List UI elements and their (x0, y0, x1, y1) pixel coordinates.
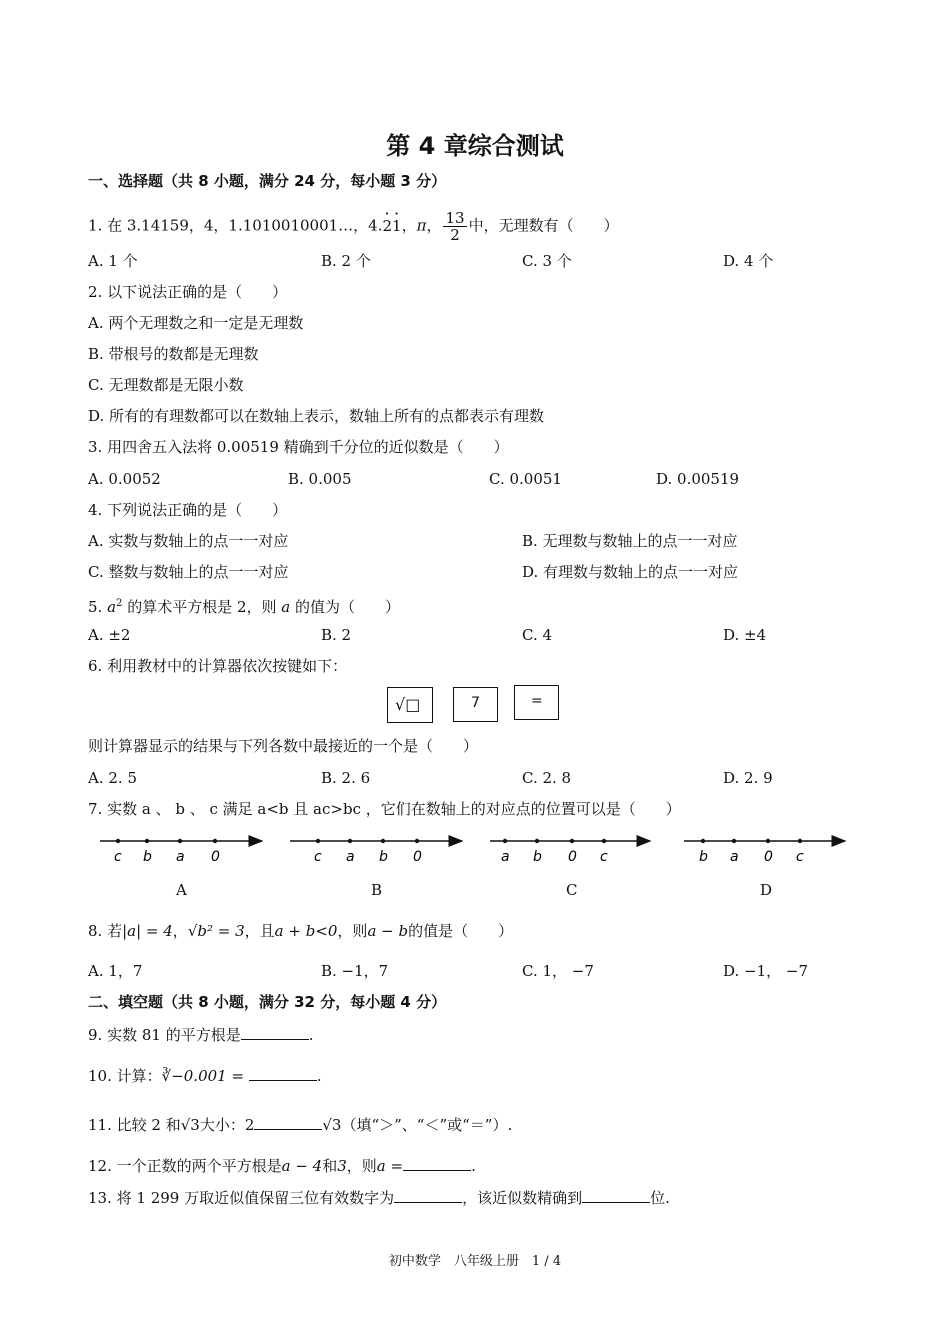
number-line-point-label: b (379, 849, 388, 865)
calculator-sqrt-key: √□ (387, 687, 433, 723)
number-line-point-label: c (796, 849, 804, 865)
number-line-point-label: a (501, 849, 510, 865)
section-heading-fill: 二、填空题（共 8 小题，满分 32 分，每小题 4 分） (88, 993, 447, 1011)
number-line-point (732, 839, 736, 843)
q3-option-d: D. 0.00519 (656, 470, 740, 488)
number-line-point (798, 839, 802, 843)
page-title: 第 4 章综合测试 (386, 132, 564, 160)
q4-option-c: C. 整数与数轴上的点一一对应 (88, 563, 289, 581)
number-line-point-label: b (699, 849, 708, 865)
q6-option-b: B. 2. 6 (321, 769, 371, 787)
calculator-7-key: 7 (453, 687, 498, 722)
q3-option-a: A. 0.0052 (88, 470, 161, 488)
q7-label-b: B (371, 881, 383, 899)
page-footer: 初中数学 八年级上册 1 / 4 (388, 1254, 562, 1269)
q3-option-b: B. 0.005 (288, 470, 352, 488)
q8-option-d: D. −1， −7 (723, 962, 809, 980)
number-line-point (602, 839, 606, 843)
q8-option-a: A. 1，7 (88, 962, 143, 980)
q7-label-c: C (566, 881, 578, 899)
q1-suffix: 中，无理数有（ ） (468, 216, 619, 235)
number-line-point-label: c (600, 849, 608, 865)
q4-option-b: B. 无理数与数轴上的点一一对应 (522, 532, 738, 550)
question-12: 12. 一个正数的两个平方根是a − 4和3，则a = . (88, 1157, 476, 1175)
section-heading-choice: 一、选择题（共 8 小题，满分 24 分，每小题 3 分） (88, 172, 447, 190)
question-6-stem: 6. 利用教材中的计算器依次按键如下： (88, 657, 348, 675)
number-line-point (701, 839, 705, 843)
q6-option-d: D. 2. 9 (723, 769, 773, 787)
q2-option-d: D. 所有的有理数都可以在数轴上表示，数轴上所有的点都表示有理数 (88, 407, 545, 425)
q1-repeating-digit-1: · 2 (382, 217, 392, 235)
q9-answer-blank[interactable] (241, 1025, 309, 1040)
q6-option-a: A. 2. 5 (88, 769, 137, 787)
q6-option-c: C. 2. 8 (522, 769, 572, 787)
q8-root: √b² = 3 (187, 922, 245, 940)
q1-option-c: C. 3 个 (522, 252, 572, 270)
question-4-stem: 4. 下列说法正确的是（ ） (88, 501, 288, 519)
number-line-point (381, 839, 385, 843)
question-8-stem: 8. 若|a| = 4，√b² = 3，且a + b<0，则a − b的值是（ ） (88, 922, 514, 940)
q4-option-a: A. 实数与数轴上的点一一对应 (88, 532, 289, 550)
q8-expr: a − b (367, 922, 409, 940)
q1-prefix: 1. 在 3.14159，4，1.1010010001…，4. (88, 216, 383, 235)
q1-option-a: A. 1 个 (88, 252, 138, 270)
number-line-point-label: 0 (413, 849, 422, 865)
question-1-stem: 1. 在 3.14159，4，1.1010010001…，4.· 2· 1，π， $\frac{13}{2}$ 中，无理数有（ ） (88, 210, 619, 243)
q11-root-1: √3 (180, 1116, 200, 1134)
question-7-stem: 7. 实数 a 、 b 、 c 满足 a<b 且 ac>bc ，它们在数轴上的对应点的位置可以是（ ） (88, 800, 681, 818)
q7-label-a: A (176, 881, 187, 899)
q1-option-d: D. 4 个 (723, 252, 774, 270)
question-13: 13. 将 1 299 万取近似值保留三位有效数字为 ，该近似数精确到 位. (88, 1189, 670, 1207)
q12-answer-blank[interactable] (403, 1156, 471, 1171)
q5-option-c: C. 4 (522, 626, 553, 644)
number-line-point (178, 839, 182, 843)
q7-label-d: D (760, 881, 773, 899)
q2-option-a: A. 两个无理数之和一定是无理数 (88, 314, 304, 332)
number-line-point-label: a (346, 849, 355, 865)
q1-fraction: $\frac{13}{2}$ (445, 209, 465, 244)
number-line-point-label: 0 (568, 849, 577, 865)
number-line-point (348, 839, 352, 843)
q10-answer-blank[interactable] (249, 1066, 317, 1081)
q2-option-c: C. 无理数都是无限小数 (88, 376, 244, 394)
number-line-point-label: 0 (764, 849, 773, 865)
q1-option-b: B. 2 个 (321, 252, 371, 270)
q13-answer-blank-2[interactable] (582, 1188, 650, 1203)
number-line-point (503, 839, 507, 843)
q10-expr: ∛−0.001 = (161, 1067, 245, 1085)
number-line-point-label: a (730, 849, 739, 865)
q1-repeating-digit-2: · 1 (392, 217, 402, 235)
number-line-point (316, 839, 320, 843)
q8-cond: a + b<0 (274, 922, 338, 940)
number-line-point (415, 839, 419, 843)
q2-option-b: B. 带根号的数都是无理数 (88, 345, 259, 363)
q11-answer-blank[interactable] (254, 1115, 322, 1130)
number-line-point-label: b (143, 849, 152, 865)
q5-option-a: A. ±2 (88, 626, 131, 644)
number-line-point (535, 839, 539, 843)
question-3-stem: 3. 用四舍五入法将 0.00519 精确到千分位的近似数是（ ） (88, 438, 509, 456)
number-line-point-label: c (114, 849, 122, 865)
question-9: 9. 实数 81 的平方根是 . (88, 1026, 314, 1044)
q8-option-b: B. −1，7 (321, 962, 389, 980)
number-line-point (213, 839, 217, 843)
q8-option-c: C. 1， −7 (522, 962, 594, 980)
number-line-point (766, 839, 770, 843)
q5-option-b: B. 2 (321, 626, 352, 644)
number-line-point-label: c (314, 849, 322, 865)
number-line-point-label: b (533, 849, 542, 865)
q11-root-2: √3 (322, 1116, 342, 1134)
q13-answer-blank-1[interactable] (394, 1188, 462, 1203)
q1-pi: π (416, 216, 427, 235)
question-11: 11. 比较 2 和√3大小：2 √3（填“＞”、“＜”或“＝”）. (88, 1116, 513, 1134)
question-6-stem-2: 则计算器显示的结果与下列各数中最接近的一个是（ ） (88, 737, 479, 755)
q4-option-d: D. 有理数与数轴上的点一一对应 (522, 563, 739, 581)
q8-abs: |a| = 4 (122, 922, 173, 940)
question-10: 10. 计算：∛−0.001 = . (88, 1067, 322, 1085)
question-2-stem: 2. 以下说法正确的是（ ） (88, 283, 288, 301)
q3-option-c: C. 0.0051 (489, 470, 562, 488)
number-line-point (116, 839, 120, 843)
number-line-figures (0, 825, 950, 875)
number-line-point (570, 839, 574, 843)
question-5-stem: 5. $a^2$ 的算术平方根是 2，则 a 的值为（ ） (88, 598, 401, 616)
number-line-point-label: 0 (211, 849, 220, 865)
calculator-equals-key: = (514, 685, 559, 720)
number-line-point-label: a (176, 849, 185, 865)
number-line-point (145, 839, 149, 843)
q5-option-d: D. ±4 (723, 626, 767, 644)
